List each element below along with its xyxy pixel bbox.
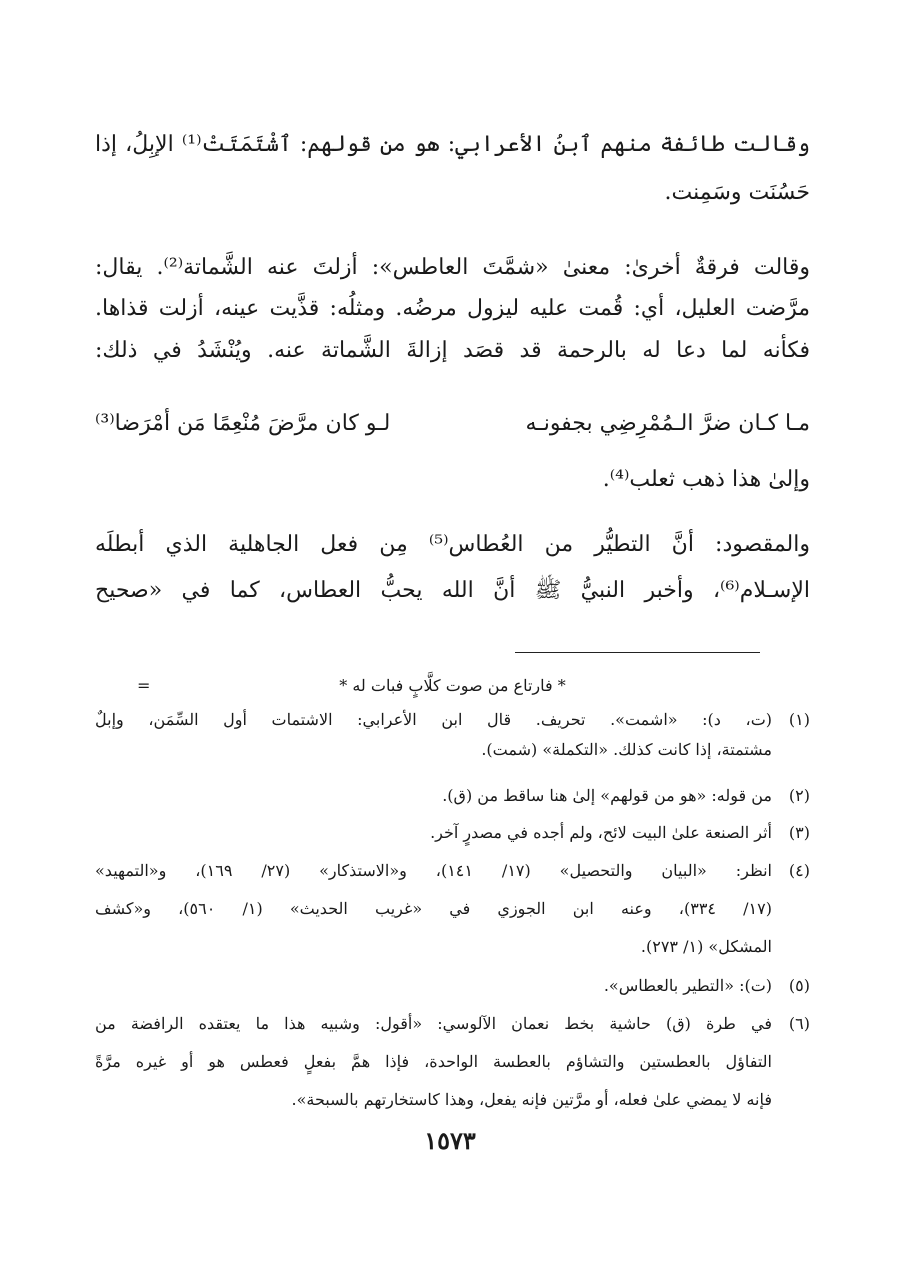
- footnote-4: [95, 856, 810, 886]
- footnote-6-continued: [95, 1085, 810, 1115]
- continuation-mark: =: [137, 676, 151, 695]
- paragraph-4-line-2: الإسـلام⁽⁶⁾، وأخبر النبيُّ ﷺ أنَّ الله يحبُّ العطاس، كما في «صحيح: [95, 578, 810, 603]
- footnote-text: التفاؤل بالعطستين والتشاؤم بالعطسة الواحدة، فإذا همَّ بفعلٍ فعطس هو أو غيره مرَّةً: [95, 1052, 772, 1071]
- page-number: ١٥٧٣: [424, 1126, 476, 1155]
- continuation-verse: * فارتاع من صوت كلَّابٍ فبات له *: [339, 676, 566, 695]
- footnote-text: مشتمتة، إذا كانت كذلك. «التكملة» (شمت).: [481, 740, 772, 759]
- paragraph-4-line-1: والمقصود: أنَّ التطيُّر من العُطاس⁽⁵⁾ مِن فعل الجاهلية الذي أبطلَه: [95, 532, 810, 557]
- footnote-text: (ت): «التطير بالعطاس».: [603, 976, 772, 995]
- footnote-text: (ت، د): «اشمت». تحريف. قال ابن الأعرابي: الاشتمات أول السِّمَن، وإبلٌ: [95, 710, 772, 729]
- paragraph-2-line-3: فكأنه لما دعا له بالرحمة قد قصَد إزالةَ الشَّماتة عنه. ويُنْشَدُ في ذلك:: [95, 338, 810, 363]
- footnote-text: من قوله: «هو من قولهم» إلىٰ هنا ساقط من (ق).: [442, 786, 772, 805]
- footnote-number: (١): [788, 710, 810, 729]
- footnote-1-continued: [95, 735, 810, 765]
- footnote-separator: [515, 652, 760, 653]
- paragraph-3-line-1: وإلىٰ هذا ذهب ثعلب⁽⁴⁾.: [602, 467, 810, 492]
- footnote-6-continued: [95, 1047, 810, 1077]
- footnote-continuation: [95, 673, 810, 699]
- footnote-text: المشكل» (١/ ٢٧٣).: [640, 937, 772, 956]
- footnote-6: [95, 1009, 810, 1039]
- footnote-text: فإنه لا يمضي علىٰ فعله، أو مرَّتين فإنه يفعل، وهذا كاستخارتهم بالسبحة».: [291, 1090, 772, 1109]
- footnote-number: (٢): [788, 786, 810, 805]
- footnote-5: [95, 971, 810, 1001]
- footnote-number: (٤): [788, 861, 810, 880]
- footnote-4-continued: [95, 932, 810, 962]
- footnote-4-continued: [95, 894, 810, 924]
- paragraph-2-line-1: وقالت فرقةٌ أخرىٰ: معنىٰ «شمَّتَ العاطس»: أزلتَ عنه الشَّماتة⁽²⁾. يقال:: [95, 255, 811, 280]
- footnote-text: أثر الصنعة علىٰ البيت لائح، ولم أجده في مصدرٍ آخر.: [430, 823, 772, 842]
- footnote-number: (٣): [788, 823, 810, 842]
- verse-second-hemistich: لـو كان مرَّضَ مُنْعِمًا مَن أمْرَضا⁽³⁾: [95, 411, 391, 436]
- paragraph-1-line-2: حَسُنَت وسَمِنت.: [664, 180, 810, 205]
- footnote-text: في طرة (ق) حاشية بخط نعمان الآلوسي: «أقول: وشبيه هذا ما يعتقده الرافضة من: [95, 1014, 772, 1033]
- footnote-text: انظر: «البيان والتحصيل» (١٧/ ١٤١)، و«الاستذكار» (٢٧/ ١٦٩)، و«التمهيد»: [95, 861, 772, 880]
- paragraph-2-line-2: مرَّضت العليل، أي: قُمت عليه ليزول مرضُه. ومثلُه: قذَّيت عينه، أزلت قذاها.: [95, 296, 810, 321]
- footnote-3: [95, 818, 810, 848]
- footnote-2: [95, 781, 810, 811]
- poetry-verse: [95, 404, 810, 444]
- paragraph-1-line-1: وقالت طائفة منهم ٱبنُ الأعرابي: هو من قولهم: ٱشْتَمَتَتْ⁽¹⁾ الإبِلُ، إذا: [95, 132, 810, 157]
- footnote-number: (٥): [788, 976, 810, 995]
- verse-first-hemistich: مـا كـان ضرَّ الـمُمْرِضِي بجفونـه: [525, 411, 810, 436]
- footnote-1: [95, 705, 810, 735]
- footnote-text: (١٧/ ٣٣٤)، وعنه ابن الجوزي في «غريب الحديث» (١/ ٥٦٠)، و«كشف: [95, 899, 772, 918]
- footnote-number: (٦): [788, 1014, 810, 1033]
